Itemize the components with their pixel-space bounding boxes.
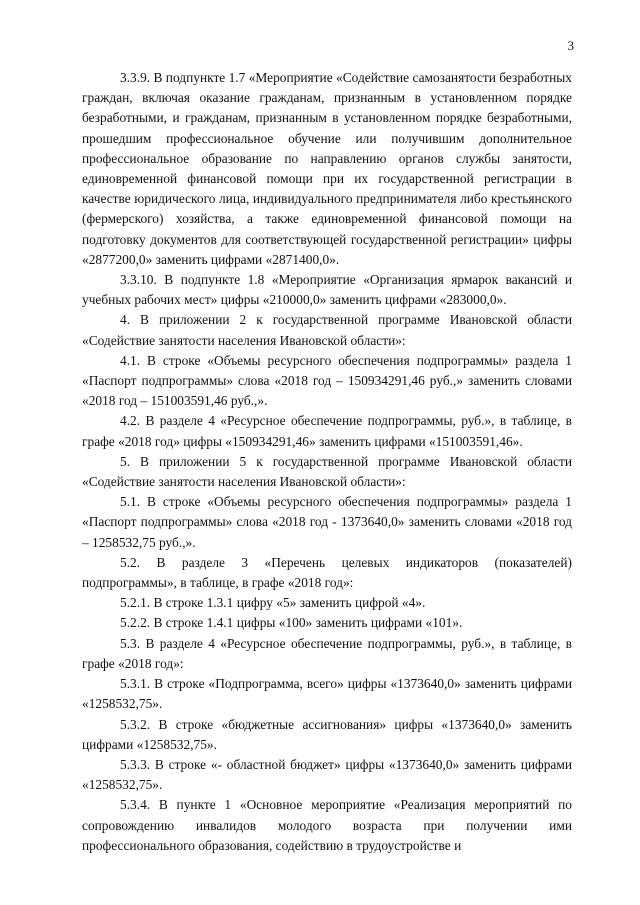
paragraph-4-1: 4.1. В строке «Объемы ресурсного обеспечения подпрограммы» раздела 1 «Паспорт подпрограммы» слова «2018 год – 150934291,46 руб.,» заменить словами «2018 год – 151003591,46 руб.,». (82, 352, 572, 409)
paragraph-4-2: 4.2. В разделе 4 «Ресурсное обеспечение подпрограммы, руб.», в таблице, в графе «2018 год» цифры «150934291,46» заменить цифрами «151003591,46». (82, 413, 572, 449)
document-body (82, 68, 572, 856)
paragraph-3-3-9: 3.3.9. В подпункте 1.7 «Мероприятие «Содействие самозанятости безработных граждан, включая оказание гражданам, признанным в установленном порядке безработными, и гражданам, признанным в установленном порядке безработными, прошедшим профессиональное обучение или получившим дополнительное профессиональное образование по направлению органов службы занятости, единовременной финансовой помощи при их государственной регистрации в качестве юридического лица, индивидуального предпринимателя либо крестьянского (фермерского) хозяйства, а также единовременной финансовой помощи на подготовку документов для соответствующей государственной регистрации» цифры «2877200,0» заменить цифрами «2871400,0». (82, 70, 572, 267)
paragraph-5-3-3: 5.3.3. В строке «- областной бюджет» цифры «1373640,0» заменить цифрами «1258532,75». (82, 756, 572, 793)
paragraph-5-3-1: 5.3.1. В строке «Подпрограмма, всего» цифры «1373640,0» заменить цифрами «1258532,75». (82, 676, 572, 712)
paragraph-5-3-2: 5.3.2. В строке «бюджетные ассигнования» цифры «1373640,0» заменить цифрами «1258532,75». (82, 716, 572, 752)
paragraph-4: 4. В приложении 2 к государственной программе Ивановской области «Содействие занятости населения Ивановской области»: (82, 312, 572, 348)
paragraph-5-3-4: 5.3.4. В пункте 1 «Основное мероприятие «Реализация мероприятий по сопровождению инвалидов молодого возраста при получении ими профессионального образования, содействию в трудоустройстве и (82, 797, 572, 853)
paragraph-5-1: 5.1. В строке «Объемы ресурсного обеспечения подпрограммы» раздела 1 «Паспорт подпрограммы» слова «2018 год - 1373640,0» заменить словами «2018 год – 1258532,75 руб.,». (82, 494, 572, 550)
paragraph-5-2-2: 5.2.2. В строке 1.4.1 цифры «100» заменить цифрами «101». (120, 615, 463, 631)
paragraph-5: 5. В приложении 5 к государственной программе Ивановской области «Содействие занятости населения Ивановской области»: (82, 453, 572, 490)
paragraph-5-3: 5.3. В разделе 4 «Ресурсное обеспечение подпрограммы, руб.», в таблице, в графе «2018 год»: (82, 635, 572, 671)
page-number: 3 (567, 38, 574, 53)
paragraph-5-2-1: 5.2.1. В строке 1.3.1 цифру «5» заменить цифрой «4». (120, 595, 426, 611)
paragraph-3-3-10: 3.3.10. В подпункте 1.8 «Мероприятие «Организация ярмарок вакансий и учебных рабочих мест» цифры «210000,0» заменить цифрами «283000,0». (82, 272, 572, 308)
paragraph-5-2: 5.2. В разделе 3 «Перечень целевых индикаторов (показателей) подпрограммы», в таблице, в графе «2018 год»: (82, 554, 572, 591)
